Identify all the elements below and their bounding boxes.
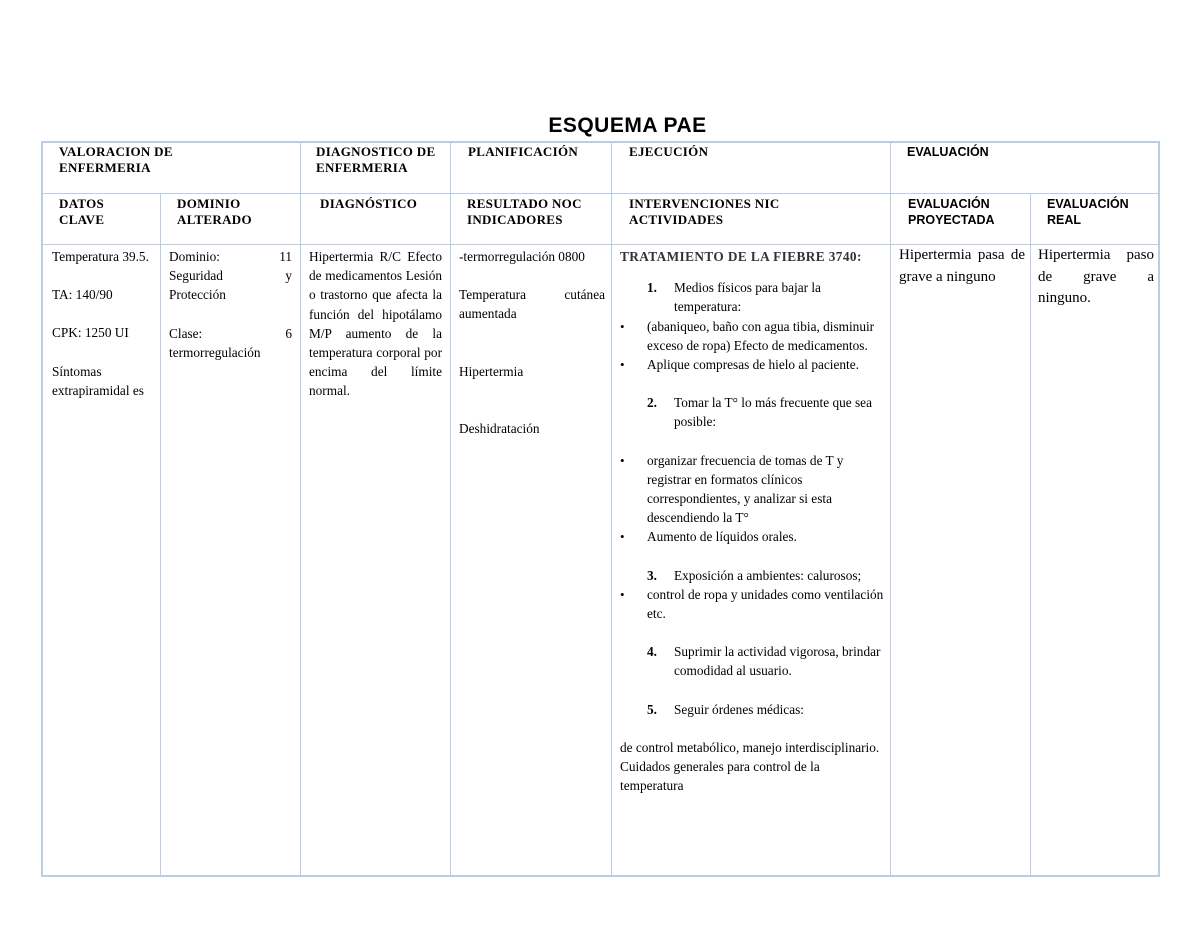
resultado-cell: [459, 247, 605, 438]
header-datos-clave: DATOS CLAVE: [59, 196, 105, 227]
row-divider: [41, 193, 1160, 194]
header-planificacion: PLANIFICACIÓN: [468, 144, 579, 159]
header-diagnostico: DIAGNÓSTICO: [320, 196, 418, 211]
ejecucion-footer: de control metabólico, manejo interdisciplinario. Cuidados generales para control de la temperatura: [620, 739, 880, 794]
clase-text: Clase: 6 termorregulación: [169, 325, 292, 360]
resultado-hipertermia: Hipertermia: [459, 363, 524, 379]
ejecucion-heading: TRATAMIENTO DE LA FIEBRE 3740:: [620, 249, 862, 264]
resultado-temperatura: Temperatura cutánea aumentada: [459, 287, 605, 322]
datos-sintomas: Síntomas extrapiramidal es: [52, 363, 144, 398]
page-title: ESQUEMA PAE: [548, 114, 707, 137]
ejecucion-item-5: 5. Seguir órdenes médicas:: [647, 701, 804, 717]
col-divider: [300, 141, 301, 877]
header-evaluacion: EVALUACIÓN: [907, 145, 989, 159]
header-diagnostico-enfermeria: DIAGNOSTICO DE ENFERMERIA: [316, 144, 436, 175]
ejecucion-bullet: • Aplique compresas de hielo al paciente.: [620, 355, 884, 374]
header-evaluacion-real: EVALUACIÓN REAL: [1047, 197, 1129, 227]
evaluacion-proyectada-cell: Hipertermia pasa de grave a ninguno: [899, 247, 1025, 285]
dominio-cell: [169, 247, 292, 362]
resultado-termorregulacion: -termorregulación 0800: [459, 249, 585, 264]
ejecucion-item-2: 2. Tomar la T° lo más frecuente que sea posible:: [647, 395, 872, 430]
datos-ta: TA: 140/90: [52, 287, 113, 303]
resultado-deshidratacion: Deshidratación: [459, 420, 540, 436]
datos-cpk: CPK: 1250 UI: [52, 325, 129, 341]
header-dominio-alterado: DOMINIO ALTERADO: [177, 196, 252, 227]
ejecucion-bullet: • control de ropa y unidades como ventilación etc.: [620, 585, 884, 623]
datos-temperatura: Temperatura 39.5.: [52, 249, 149, 264]
header-evaluacion-proyectada: EVALUACIÓN PROYECTADA: [908, 197, 995, 227]
col-divider: [611, 141, 612, 877]
header-resultado-noc: RESULTADO NOC INDICADORES: [467, 196, 582, 227]
ejecucion-cell: [620, 247, 884, 795]
ejecucion-item-4: 4. Suprimir la actividad vigorosa, brindar comodidad al usuario.: [647, 644, 881, 679]
ejecucion-bullet: • organizar frecuencia de tomas de T y registrar en formatos clínicos correspondientes, y analizar si esta descendiendo la T°: [620, 451, 884, 528]
header-valoracion: VALORACION DE ENFERMERIA: [59, 144, 173, 175]
ejecucion-item-1: 1. Medios físicos para bajar la temperatura:: [647, 280, 821, 315]
datos-clave-cell: [52, 247, 156, 400]
header-intervenciones: INTERVENCIONES NIC ACTIVIDADES: [629, 196, 780, 227]
ejecucion-bullet: • (abaniqueo, baño con agua tibia, disminuir exceso de ropa) Efecto de medicamentos.: [620, 317, 884, 355]
evaluacion-real-cell: Hipertermia paso de grave a ninguno.: [1038, 247, 1154, 306]
ejecucion-item-3: 3. Exposición a ambientes: calurosos;: [647, 567, 862, 583]
col-divider: [160, 193, 161, 877]
header-ejecucion: EJECUCIÓN: [629, 144, 709, 159]
col-divider: [890, 141, 891, 877]
col-divider: [1030, 193, 1031, 877]
ejecucion-bullet: • Aumento de líquidos orales.: [620, 527, 884, 546]
dominio-text: Dominio: 11 Seguridad y Protección: [169, 249, 292, 303]
diagnostico-cell: Hipertermia R/C Efecto de medicamentos Lesión o trastorno que afecta la función del hipotálamo M/P aumento de la temperatura corporal por encima del límite normal.: [309, 249, 442, 399]
col-divider: [450, 141, 451, 877]
